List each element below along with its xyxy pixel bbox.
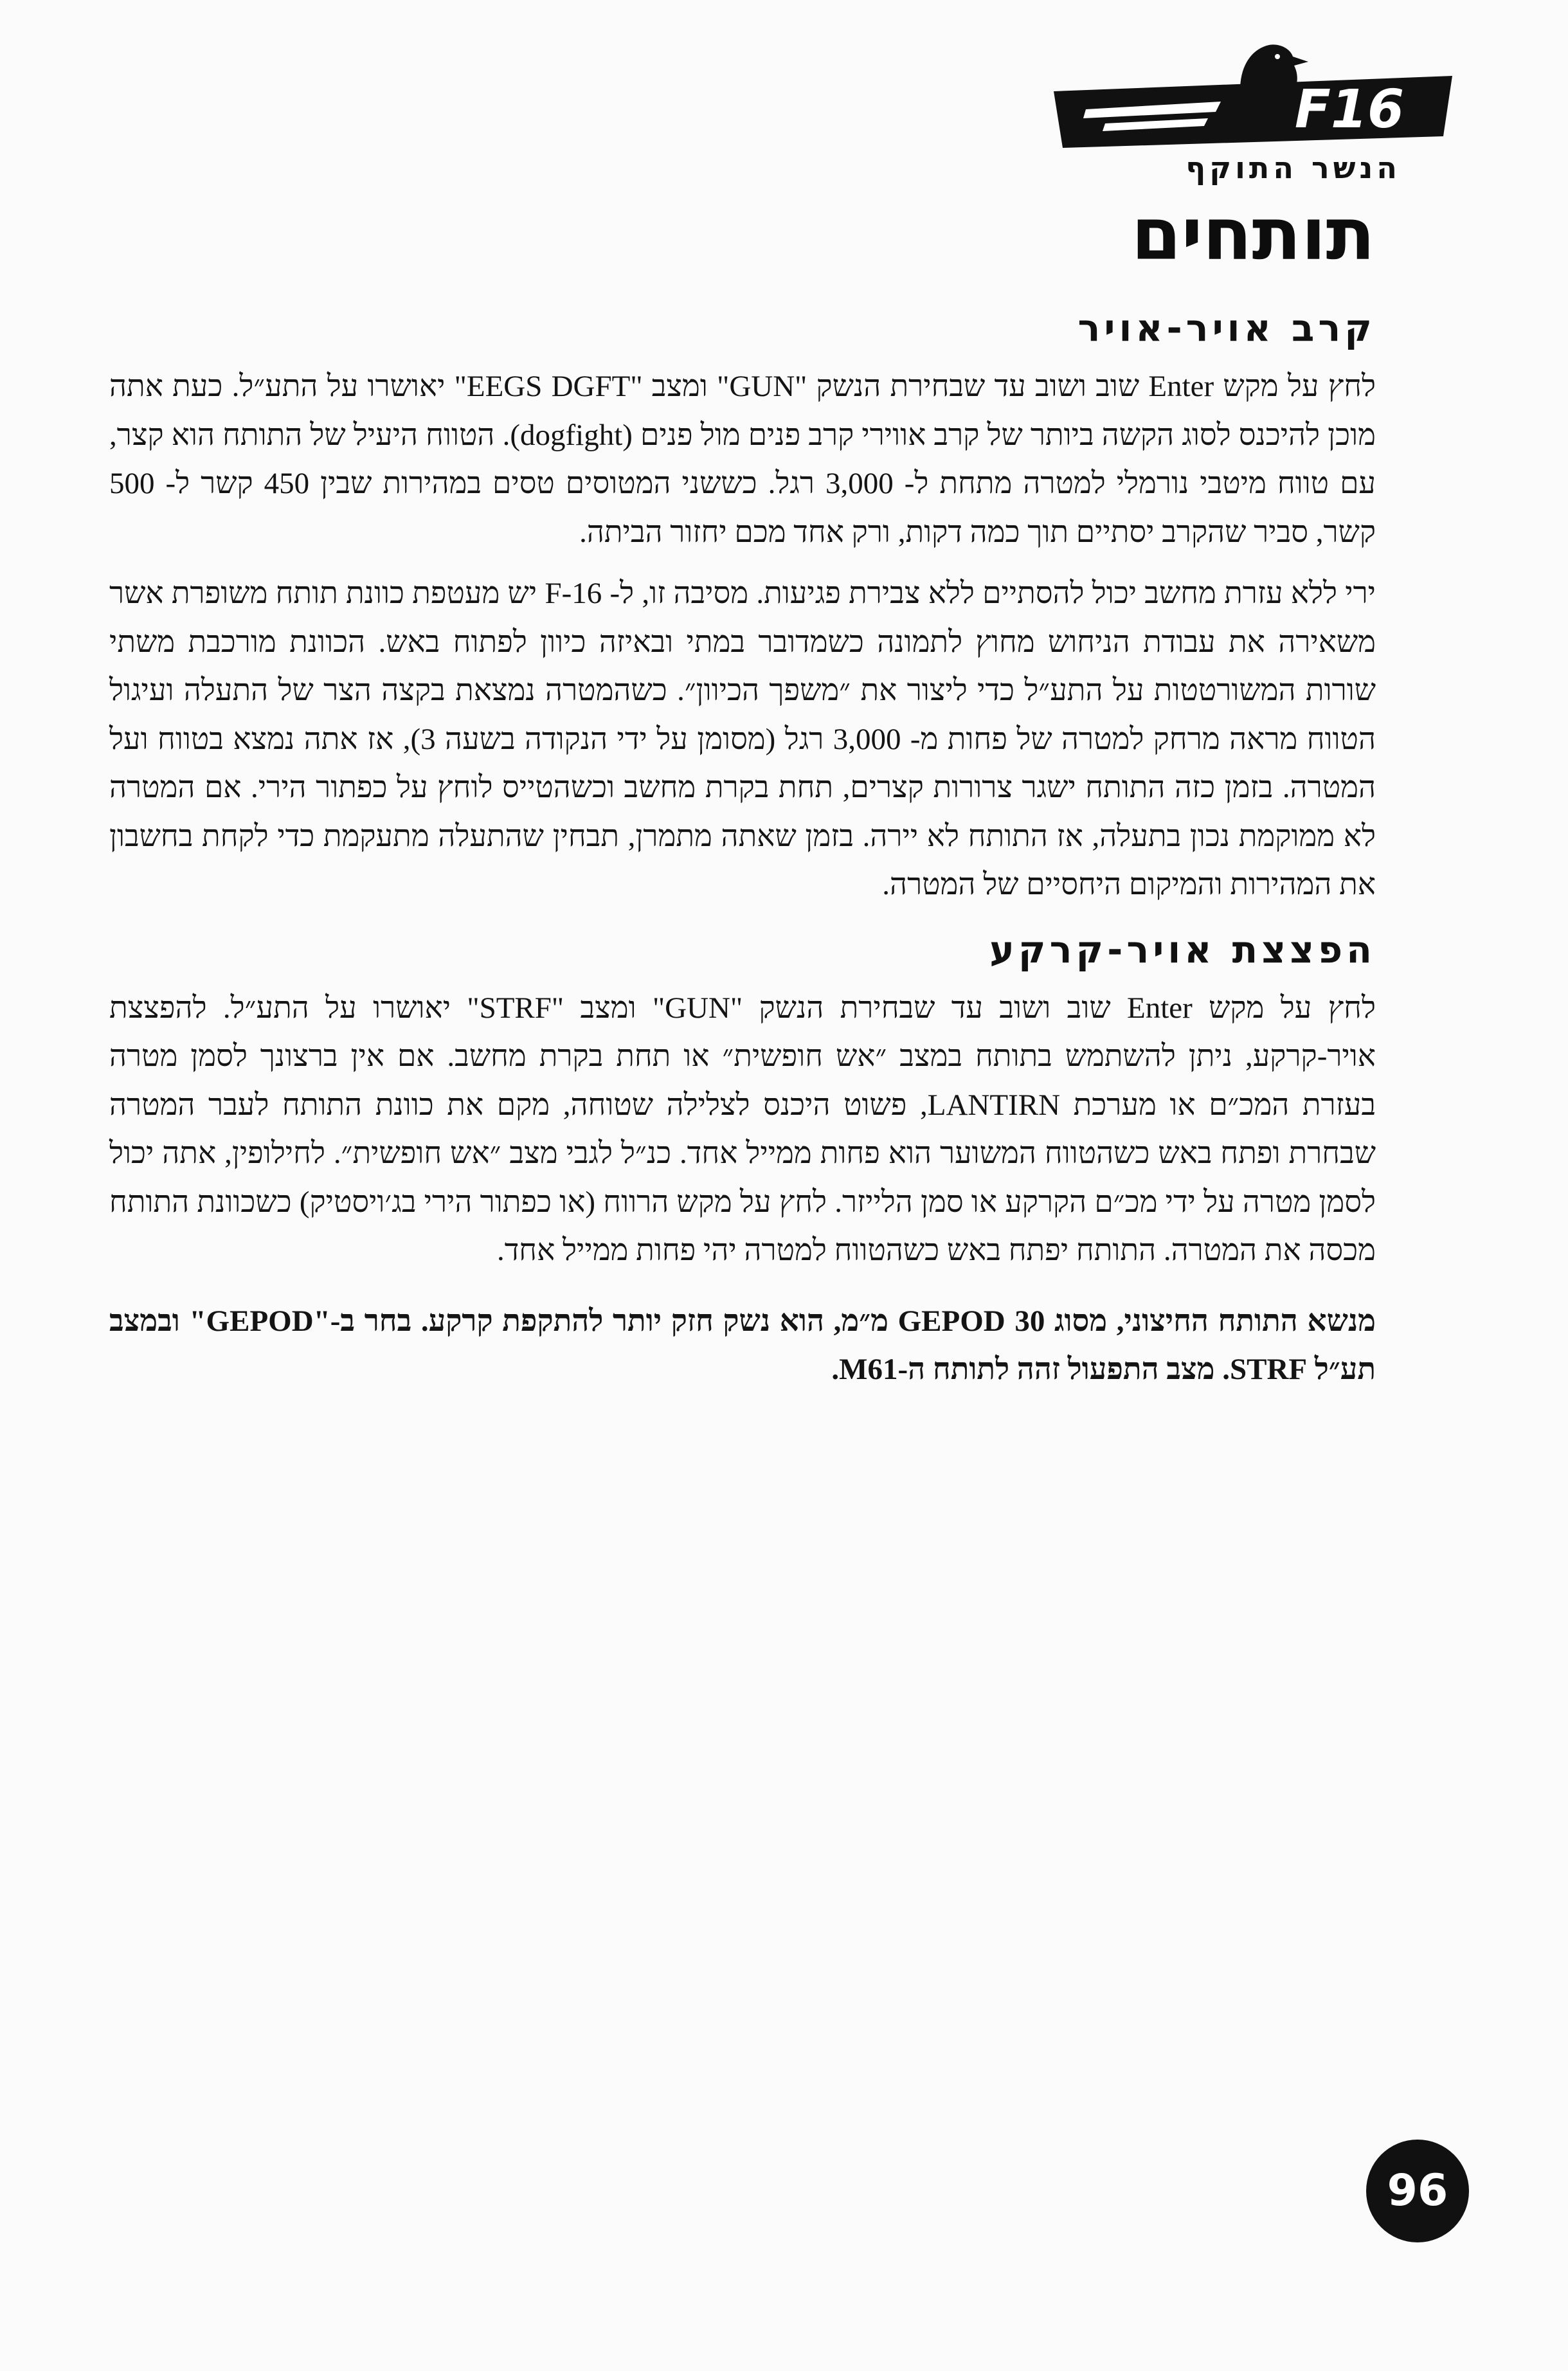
section-heading-air-to-air: קרב אויר-אויר: [1077, 306, 1376, 350]
gepod-note: מנשא התותח החיצוני, מסוג GEPOD 30 מ״מ, הוא נשק חזק יותר להתקפת קרקע. בחר ב-"GEPOD" ובמצב תע״ל STRF. מצב התפעול זהה לתותח ה-M61.: [109, 1304, 1376, 1386]
section-heading-air-to-ground: הפצצת אויר-קרקע: [989, 927, 1376, 971]
logo-subtitle: הנשר התוקף: [1185, 150, 1401, 185]
page-number-badge: 96: [1366, 2140, 1469, 2242]
paragraph-air-to-air-1: לחץ על מקש Enter שוב ושוב עד שבחירת הנשק "GUN" ומצב "EEGS DGFT" יאושרו על התע״ל. כעת אתה מוכן להיכנס לסוג הקשה ביותר של קרב אווירי קרב פנים מול פנים (dogfight). הטווח היעיל של התותח הוא קצר, עם טווח מיטבי נורמלי למטרה מתחת ל- 3,000 רגל. כששני המטוסים טסים במהירות שבין 450 קשר ל- 500 קשר, סביר שהקרב יסתיים תוך כמה דקות, ורק אחד מכם יחזור הביתה.: [109, 370, 1376, 549]
page-title: תותחים: [1131, 193, 1375, 276]
f16-eagle-logo-icon: [1047, 40, 1459, 168]
paragraph-air-to-ground-1: לחץ על מקש Enter שוב ושוב עד שבחירת הנשק "GUN" ומצב "STRF" יאושרו על התע״ל. להפצצת אויר-קרקע, ניתן להשתמש בתותח במצב ״אש חופשית״ או תחת בקרת מחשב. אם אין ברצונך לסמן מטרה בעזרת המכ״ם או מערכת LANTIRN, פשוט היכנס לצלילה שטוחה, מקם את כוונת התותח לעבר המטרה שבחרת ופתח באש כשהטווח המשוער הוא פחות ממייל אחד. כנ״ל לגבי מצב ״אש חופשית״. לחילופין, אתה יכול לסמן מטרה על ידי מכ״ם הקרקע או סמן הלייזר. לחץ על מקש הרווח (או כפתור הירי בג׳ויסטיק) כשכוונת התותח מכסה את המטרה. התותח יפתח באש כשהטווח למטרה יהי פחות ממייל אחד.: [109, 991, 1376, 1267]
f16-logo: [1047, 40, 1459, 188]
logo-wordmark: F16: [1294, 79, 1405, 140]
paragraph-air-to-air-2: ירי ללא עזרת מחשב יכול להסתיים ללא צבירת פגיעות. מסיבה זו, ל- F-16 יש מעטפת כוונת תותח משופרת אשר משאירה את עבודת הניחוש מחוץ לתמונה כשמדובר במתי ובאיזה כיוון לפתוח באש. הכוונת מורכבת משתי שורות המשורטטות על התע״ל כדי ליצור את ״משפך הכיוון״. כשהמטרה נמצאת בקצה הצר של התעלה ועיגול הטווח מראה מרחק למטרה של פחות מ- 3,000 רגל (מסומן על ידי הנקודה בשעה 3), אז אתה נמצא בטווח ועל המטרה. בזמן כזה התותח ישגר צרורות קצרים, תחת בקרת מחשב וכשהטייס לוחץ על כפתור הירי. אם המטרה לא ממוקמת נכון בתעלה, אז התותח לא יירה. בזמן שאתה מתמרן, תבחין שהתעלה מתעקמת כדי לקחת בחשבון את המהירות והמיקום היחסיים של המטרה.: [109, 577, 1376, 901]
page-content: [109, 302, 1376, 1407]
